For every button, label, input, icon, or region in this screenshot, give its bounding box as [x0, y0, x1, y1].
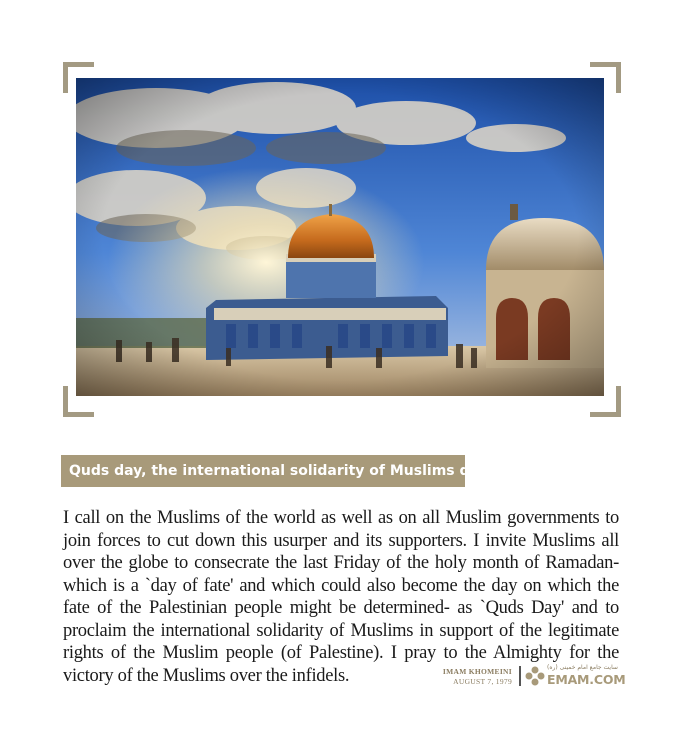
divider — [519, 666, 521, 686]
flower-emblem-icon — [525, 666, 545, 691]
logo-brand-text: EMAM.COM — [547, 672, 626, 687]
attribution-date: AUGUST 7, 1979 — [453, 677, 512, 686]
quote-text: I call on the Muslims of the world as well as on all Muslim governments to join forces to cut down this usurper and its supporters. I invite Muslims all over the globe to consecrate the last Friday of the holy month of Ramadan- which is a `day of fate' and which could also become the day on which the fate of the Palestinian people might be determined- as `Quds Day' and to proclaim the international solidarity of Muslims in support of the legitimate rights of the Muslim people (of Palestine). I pray to the Almighty for the victory of the Muslims over the infidels. — [63, 508, 619, 686]
attribution — [430, 667, 512, 687]
attribution-name: IMAM KHOMEINI — [442, 667, 512, 676]
emam-logo[interactable] — [525, 664, 626, 688]
dome-of-the-rock-photo — [76, 78, 604, 396]
logo-arabic-text: سایت جامع امام خمینی (ره) — [547, 664, 618, 671]
article-title: Quds day, the international solidarity of Muslims day — [61, 455, 465, 487]
